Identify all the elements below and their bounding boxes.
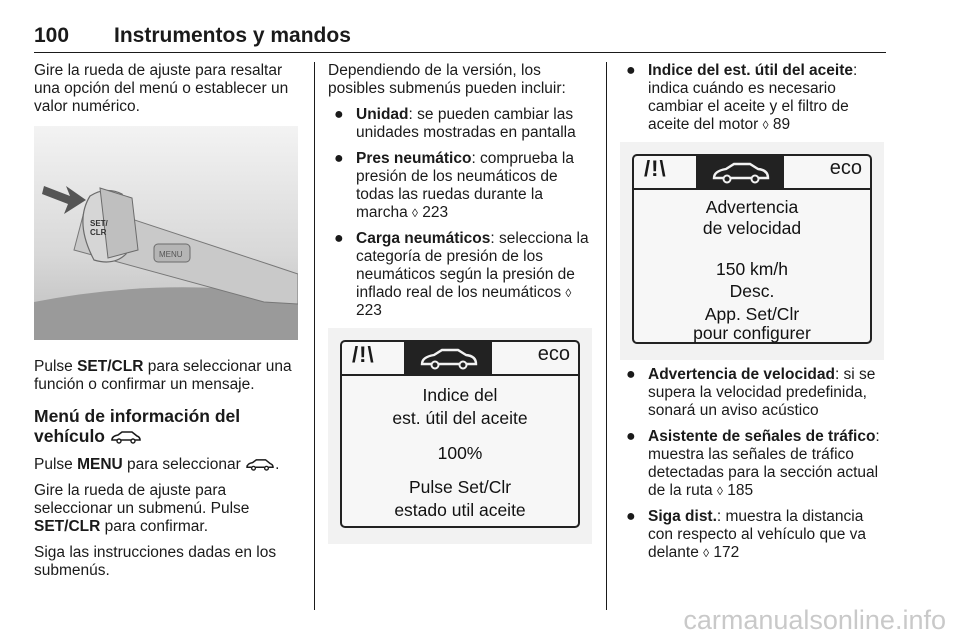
eco-label: eco <box>537 343 570 365</box>
steering-stalk-photo <box>34 126 298 340</box>
list-item: ● Indice del est. útil del aceite: indica cuándo es necesario cambiar el aceite y el filtro de aceite del motor ◊ 89 <box>626 62 858 133</box>
display-line: pour configurer <box>693 323 811 343</box>
display-line: 150 km/h <box>716 259 788 279</box>
watermark: carmanualsonline.info <box>683 605 946 635</box>
display-line: estado util aceite <box>394 500 526 520</box>
bullet-icon: ● <box>626 428 636 445</box>
section-heading: Menú de información del vehículo <box>34 406 241 446</box>
bullet-icon: ● <box>334 230 344 247</box>
display-line: Desc. <box>729 281 775 301</box>
page-header <box>34 24 886 53</box>
speed-warning-display <box>620 142 884 360</box>
list-item: ● Siga dist.: muestra la distancia con respecto al vehículo que va delante ◊ 172 <box>626 508 866 561</box>
display-line: 100% <box>437 443 483 463</box>
pulse-setclr-paragraph: Pulse SET/CLR para seleccionar una función o confirmar un mensaje. <box>34 358 292 393</box>
car-icon <box>245 458 275 471</box>
submenu-list-1 <box>328 106 594 320</box>
stalk-illustration <box>34 126 298 340</box>
bullet-icon: ● <box>334 106 344 123</box>
instructions-paragraph: Siga las instrucciones dadas en los submenús. <box>34 544 277 579</box>
warning-icon: /!\ <box>644 156 667 181</box>
page-ref: 89 <box>772 116 791 133</box>
submenu-list-2 <box>620 62 888 134</box>
list-item: ● Unidad: se pueden cambiar las unidades mostradas en pantalla <box>334 106 576 141</box>
page-ref-icon: ◊ <box>412 206 418 220</box>
column-divider-2 <box>606 62 607 610</box>
bullet-icon: ● <box>626 366 636 383</box>
page-title: Instrumentos y mandos <box>114 24 351 47</box>
submenu-paragraph: Gire la rueda de ajuste para seleccionar un submenú. Pulse SET/CLR para confirmar. <box>34 482 250 535</box>
column-divider-1 <box>314 62 315 610</box>
display-line: Indice del <box>422 385 498 405</box>
column-3 <box>620 62 888 570</box>
pulse-menu-paragraph: Pulse MENU para seleccionar . <box>34 456 280 473</box>
setclr-label: SET/ <box>90 219 108 228</box>
menu-label: MENU <box>159 250 183 259</box>
display-line: de velocidad <box>702 218 802 238</box>
display-line: Advertencia <box>705 197 799 217</box>
list-item: ● Carga neumáticos: selecciona la categoría de presión de los neumáticos según la presión de inflado real de los neumáticos ◊ 223 <box>334 230 589 319</box>
page-ref-icon: ◊ <box>703 546 710 560</box>
page-number: 100 <box>34 24 70 47</box>
eco-label: eco <box>829 157 862 179</box>
column-1 <box>34 62 302 588</box>
svg-text:CLR: CLR <box>90 228 107 237</box>
display-line: est. útil del aceite <box>392 408 528 428</box>
page-ref-icon: ◊ <box>565 286 572 300</box>
display-line: Pulse Set/Clr <box>408 477 512 497</box>
page-ref: 185 <box>727 482 754 499</box>
page-ref: 223 <box>422 204 449 221</box>
display-line: App. Set/Clr <box>704 304 800 324</box>
oil-life-display <box>328 328 592 544</box>
vehicle-icon <box>404 342 492 374</box>
list-item: ● Pres neumático: comprueba la presión de los neumáticos de todas las ruedas durante la marcha ◊ 223 <box>334 150 574 221</box>
car-icon <box>110 430 142 444</box>
list-item: ● Advertencia de velocidad: si se supera la velocidad predefinida, sonará un aviso acústico <box>626 366 876 419</box>
submenu-list-3 <box>620 366 888 562</box>
list-item: ● Asistente de señales de tráfico: muestra las señales de tráfico detectadas para la sección actual de la ruta ◊ 185 <box>626 428 880 499</box>
column-2 <box>328 62 594 550</box>
submenus-intro: Dependiendo de la versión, los posibles submenús pueden incluir: <box>328 62 566 97</box>
bullet-icon: ● <box>626 508 636 525</box>
bullet-icon: ● <box>334 150 344 167</box>
page-ref-icon: ◊ <box>762 118 769 132</box>
intro-paragraph: Gire la rueda de ajuste para resaltar una opción del menú o establecer un valor numérico. <box>34 62 289 115</box>
page-ref: 223 <box>356 302 382 319</box>
warning-icon: /!\ <box>352 342 375 367</box>
vehicle-icon <box>696 156 784 188</box>
page-ref: 172 <box>713 544 740 561</box>
page-ref-icon: ◊ <box>716 484 723 498</box>
bullet-icon: ● <box>626 62 636 79</box>
